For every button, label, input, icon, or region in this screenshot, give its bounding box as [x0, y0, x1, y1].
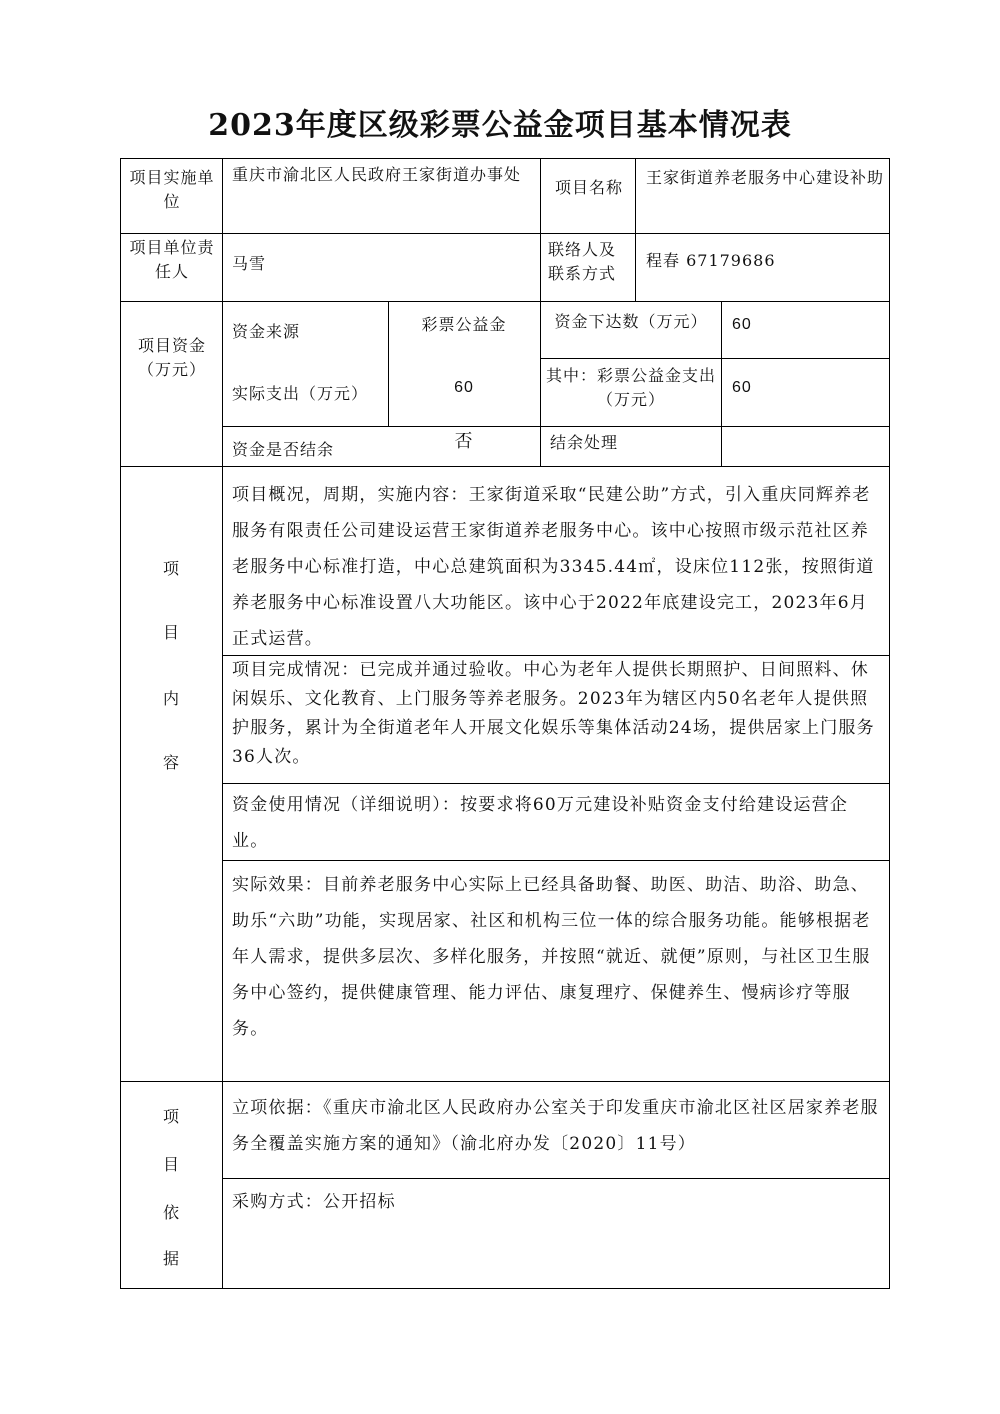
responsible-label: 项目单位责任人 — [129, 238, 215, 281]
fund-source-label: 资金来源 — [232, 322, 301, 341]
actual-expense-value: 60 — [454, 379, 474, 396]
basis-section-char-3: 依 — [162, 1203, 179, 1222]
surplus-value: 否 — [454, 431, 474, 452]
lottery-expense-value: 60 — [732, 379, 752, 396]
procurement-method: 采购方式：公开招标 — [232, 1192, 396, 1212]
funds-section-label: 项目资金（万元） — [137, 336, 206, 379]
actual-expense-label: 实际支出（万元） — [232, 384, 369, 403]
basis-section-char-2: 目 — [162, 1155, 179, 1174]
fund-source-value: 彩票公益金 — [421, 315, 507, 334]
lottery-expense-label: 其中：彩票公益金支出（万元） — [545, 366, 716, 409]
basis-section-char-1: 项 — [162, 1107, 179, 1126]
responsible-value: 马雪 — [232, 254, 267, 273]
fund-issued-value: 60 — [732, 316, 752, 333]
actual-effect: 实际效果：目前养老服务中心实际上已经具备助餐、助医、助洁、助浴、助急、助乐“六助”功能，实现居家、社区和机构三位一体的综合服务功能。能够根据老年人需求，提供多层次、多样化服务，并按照“就近、就便”原则，与社区卫生服务中心签约，提供健康管理、能力评估、康复理疗、保健养生、慢病诊疗等服务。 — [232, 875, 871, 1039]
impl-unit-label: 项目实施单位 — [129, 168, 215, 211]
content-section-char-2: 目 — [162, 623, 179, 642]
basis-section-char-4: 据 — [162, 1249, 179, 1268]
impl-unit-value: 重庆市渝北区人民政府王家街道办事处 — [232, 165, 522, 184]
contact-value: 程春 67179686 — [646, 251, 776, 270]
project-overview: 项目概况，周期，实施内容：王家街道采取“民建公助”方式，引入重庆同辉养老服务有限责任公司建设运营王家街道养老服务中心。该中心按照市级示范社区养老服务中心标准打造，中心总建筑面积为3345.44㎡，设床位112张，按照街道养老服务中心标准设置八大功能区。该中心于2022年底建设完工，2023年6月正式运营。 — [232, 485, 875, 649]
fund-issued-label: 资金下达数（万元） — [554, 312, 708, 331]
completion-status: 项目完成情况：已完成并通过验收。中心为老年人提供长期照护、日间照料、休闲娱乐、文化教育、上门服务等养老服务。2023年为辖区内50名老年人提供照护服务，累计为全街道老年人开展文化娱乐等集体活动24场，提供居家上门服务36人次。 — [232, 660, 875, 767]
fund-usage: 资金使用情况（详细说明）：按要求将60万元建设补贴资金支付给建设运营企业。 — [232, 795, 849, 851]
surplus-label: 资金是否结余 — [232, 440, 335, 459]
content-section-char-4: 容 — [162, 753, 179, 772]
contact-label: 联络人及联系方式 — [548, 240, 617, 283]
content-section-char-3: 内 — [162, 689, 179, 708]
surplus-handling-label: 结余处理 — [550, 433, 619, 452]
approval-basis: 立项依据：《重庆市渝北区人民政府办公室关于印发重庆市渝北区社区居家养老服务全覆盖实施方案的通知》（渝北府办发〔2020〕11号） — [232, 1098, 879, 1154]
project-name-label: 项目名称 — [554, 178, 623, 197]
content-section-char-1: 项 — [162, 559, 179, 578]
project-name-value: 王家街道养老服务中心建设补助 — [646, 168, 885, 187]
page-title: 2023年度区级彩票公益金项目基本情况表 — [208, 108, 792, 143]
